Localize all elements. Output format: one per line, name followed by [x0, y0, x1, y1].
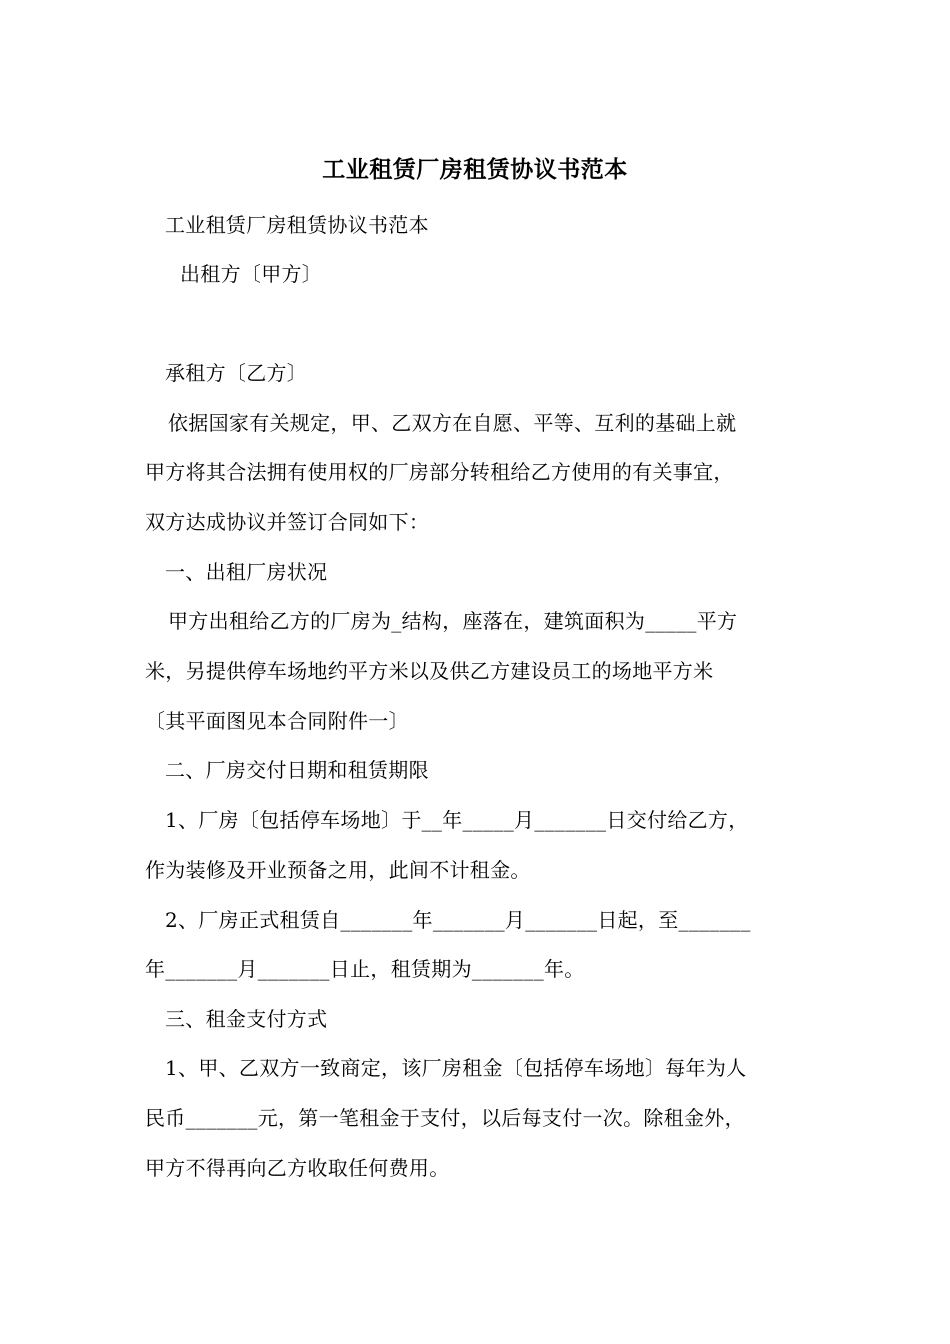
- section-heading: 三、租金支付方式: [165, 1007, 328, 1031]
- section-heading: 二、厂房交付日期和租赁期限: [165, 758, 429, 782]
- paragraph-line: 2、厂房正式租赁自_______年_______月_______日起，至_______: [165, 908, 751, 932]
- paragraph-line: 〔其平面图见本合同附件一〕: [145, 709, 409, 733]
- paragraph-line: 1、厂房〔包括停车场地〕于__年_____月_______日交付给乙方，: [165, 808, 749, 832]
- paragraph-line: 年_______月_______日止，租赁期为_______年。: [145, 957, 585, 981]
- lessor-line: 出租方〔甲方〕: [180, 262, 323, 286]
- paragraph-line: 1、甲、乙双方一致商定，该厂房租金〔包括停车场地〕每年为人: [165, 1056, 747, 1080]
- paragraph-line: 米，另提供停车场地约平方米以及供乙方建设员工的场地平方米: [145, 659, 714, 683]
- paragraph-line: 甲方将其合法拥有使用权的厂房部分转租给乙方使用的有关事宜，: [145, 460, 734, 484]
- paragraph-line: 甲方出租给乙方的厂房为_结构，座落在，建筑面积为_____平方: [168, 609, 738, 633]
- paragraph-line: 甲方不得再向乙方收取任何费用。: [145, 1156, 450, 1180]
- lessee-line: 承租方〔乙方〕: [165, 361, 308, 385]
- paragraph-line: 双方达成协议并签订合同如下：: [145, 510, 430, 534]
- paragraph-line: 作为装修及开业预备之用，此间不计租金。: [145, 858, 531, 882]
- subtitle-line: 工业租赁厂房租赁协议书范本: [165, 213, 429, 237]
- paragraph-line: 依据国家有关规定，甲、乙双方在自愿、平等、互利的基础上就: [168, 411, 737, 435]
- section-heading: 一、出租厂房状况: [165, 560, 328, 584]
- document-title: 工业租赁厂房租赁协议书范本: [322, 156, 628, 183]
- paragraph-line: 民币_______元，第一笔租金于支付，以后每支付一次。除租金外，: [145, 1106, 745, 1130]
